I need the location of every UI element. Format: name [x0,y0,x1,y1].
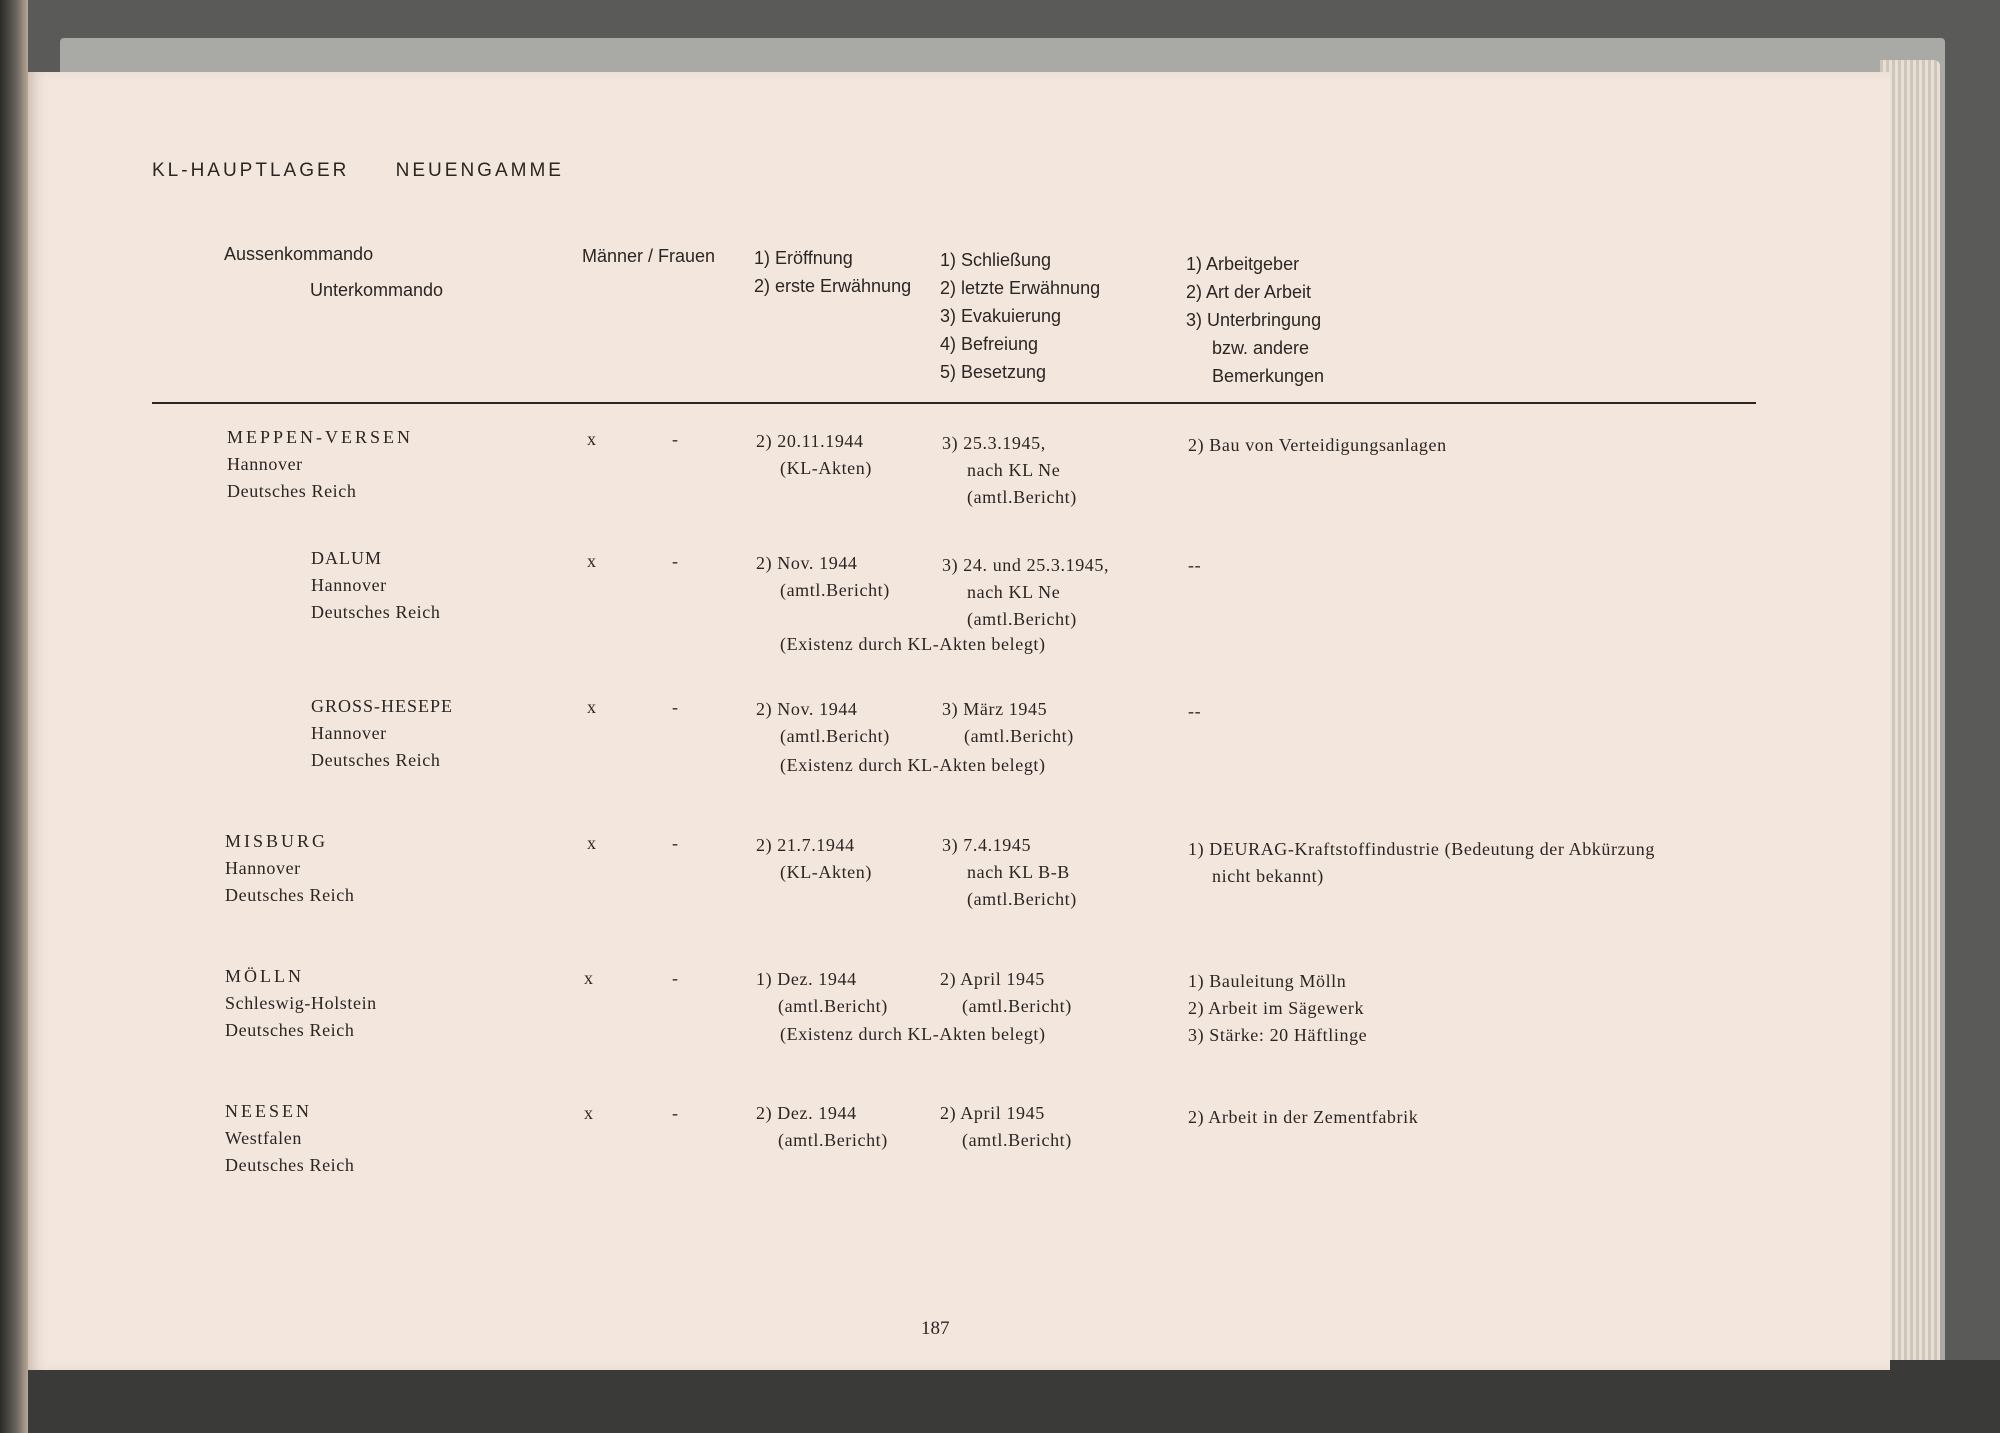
column-header-line: 2) letzte Erwähnung [940,278,1101,298]
remark-line: -- [1188,555,1202,575]
column-header-line: 2) erste Erwähnung [754,276,912,296]
opening-date [756,966,888,1020]
remark-line: -- [1188,701,1202,721]
source-line: (amtl.Bericht) [962,1130,1072,1150]
date-line: 3) 24. und 25.3.1945, [942,555,1110,575]
page-number: 187 [921,1318,950,1339]
column-header-remarks [1186,250,1324,390]
women-mark: - [672,429,679,449]
column-header-line: 3) Evakuierung [940,306,1062,326]
date-line: 3) 25.3.1945, [942,433,1046,453]
place-region: Westfalen [225,1128,302,1148]
place-country: Deutsches Reich [311,602,441,622]
source-line: (amtl.Bericht) [780,580,890,600]
book-spine-edge [0,0,28,1433]
place-region: Hannover [227,454,303,474]
column-header-opening [754,244,911,300]
remark-line: 1) Bauleitung Mölln [1188,971,1347,991]
source-line: (amtl.Bericht) [778,996,888,1016]
remarks [1188,698,1201,725]
column-header-line: 1) Schließung [940,250,1052,270]
column-header-gender [582,242,715,270]
column-header-kommando [224,240,443,304]
remarks [1188,836,1655,890]
men-mark: x [584,968,594,988]
table-row-place [311,693,453,774]
header-camp-type: KL-HAUPTLAGER [152,160,350,181]
table-row-place [227,424,413,505]
closing-date [942,832,1077,913]
remarks [1188,1104,1418,1131]
detail-line: nach KL Ne [967,582,1061,602]
women-mark: - [672,968,679,988]
remark-line: 2) Arbeit in der Zementfabrik [1188,1107,1419,1127]
existence-note: (Existenz durch KL-Akten belegt) [780,634,1046,654]
column-header-line: 5) Besetzung [940,362,1047,382]
place-region: Hannover [311,723,387,743]
place-name: MÖLLN [225,966,304,986]
women-mark: - [672,697,679,717]
women-mark: - [672,833,679,853]
source-line: (amtl.Bericht) [964,726,1074,746]
date-line: 2) 21.7.1944 [756,835,855,855]
opening-date [756,1100,888,1154]
closing-date [942,430,1077,511]
opening-date [756,550,890,604]
opening-date [756,832,872,886]
detail-line: nach KL Ne [967,460,1061,480]
women-mark: - [672,1103,679,1123]
remarks [1188,552,1201,579]
place-region: Hannover [225,858,301,878]
date-line: 3) 7.4.1945 [942,835,1032,855]
place-name: MEPPEN-VERSEN [227,427,414,447]
opening-date [756,428,872,482]
opening-date [756,696,890,750]
date-line: 3) März 1945 [942,699,1048,719]
date-line: 2) Nov. 1944 [756,699,858,719]
place-country: Deutsches Reich [225,1020,355,1040]
closing-date [942,552,1109,633]
column-header-line: Unterkommando [310,280,444,300]
table-row-place [311,545,440,626]
women-mark: - [672,551,679,571]
column-header-closing [940,246,1100,386]
remarks [1188,968,1367,1049]
closing-date [940,1100,1072,1154]
place-country: Deutsches Reich [227,481,357,501]
source-line: (amtl.Bericht) [780,726,890,746]
source-line: (KL-Akten) [780,862,872,882]
header-camp-name: NEUENGAMME [395,160,564,181]
remark-line: 1) DEURAG-Kraftstoffindustrie (Bedeutung der Abkürzung [1188,839,1655,859]
date-line: 2) 20.11.1944 [756,431,864,451]
remark-line: 3) Stärke: 20 Häftlinge [1188,1025,1368,1045]
date-line: 2) April 1945 [940,1103,1045,1123]
men-mark: x [587,833,597,853]
page-header [152,160,602,182]
source-line: (amtl.Bericht) [967,609,1077,629]
remarks [1188,432,1447,459]
place-region: Hannover [311,575,387,595]
table-row-place [225,1098,354,1179]
column-header-line: Männer / Frauen [582,246,716,266]
column-header-line: bzw. andere [1212,338,1310,358]
column-header-line: 2) Art der Arbeit [1186,282,1312,302]
source-line: (amtl.Bericht) [967,889,1077,909]
detail-line: nach KL B-B [967,862,1070,882]
header-divider [152,402,1756,404]
column-header-line: Aussenkommando [224,244,374,264]
place-name: MISBURG [225,831,329,851]
men-mark: x [587,551,597,571]
date-line: 1) Dez. 1944 [756,969,857,989]
source-line: (KL-Akten) [780,458,872,478]
column-header-line: 4) Befreiung [940,334,1039,354]
closing-date [940,966,1072,1020]
column-header-line: 1) Eröffnung [754,248,853,268]
column-header-line: 3) Unterbringung [1186,310,1322,330]
column-header-line: Bemerkungen [1212,366,1325,386]
source-line: (amtl.Bericht) [778,1130,888,1150]
table-row-place [225,963,377,1044]
date-line: 2) Nov. 1944 [756,553,858,573]
date-line: 2) April 1945 [940,969,1045,989]
background-surface [0,1360,2000,1433]
column-header-line: 1) Arbeitgeber [1186,254,1300,274]
place-name: DALUM [311,548,382,568]
source-line: (amtl.Bericht) [967,487,1077,507]
men-mark: x [587,429,597,449]
remark-line: 2) Bau von Verteidigungsanlagen [1188,435,1447,455]
existence-note: (Existenz durch KL-Akten belegt) [780,755,1046,775]
source-line: (amtl.Bericht) [962,996,1072,1016]
place-name: GROSS-HESEPE [311,696,454,716]
men-mark: x [587,697,597,717]
table-row-place [225,828,354,909]
place-country: Deutsches Reich [225,885,355,905]
remark-line: nicht bekannt) [1212,866,1324,886]
men-mark: x [584,1103,594,1123]
date-line: 2) Dez. 1944 [756,1103,857,1123]
place-region: Schleswig-Holstein [225,993,377,1013]
place-country: Deutsches Reich [225,1155,355,1175]
place-country: Deutsches Reich [311,750,441,770]
closing-date [942,696,1074,750]
place-name: NEESEN [225,1101,312,1121]
existence-note: (Existenz durch KL-Akten belegt) [780,1024,1046,1044]
remark-line: 2) Arbeit im Sägewerk [1188,998,1365,1018]
